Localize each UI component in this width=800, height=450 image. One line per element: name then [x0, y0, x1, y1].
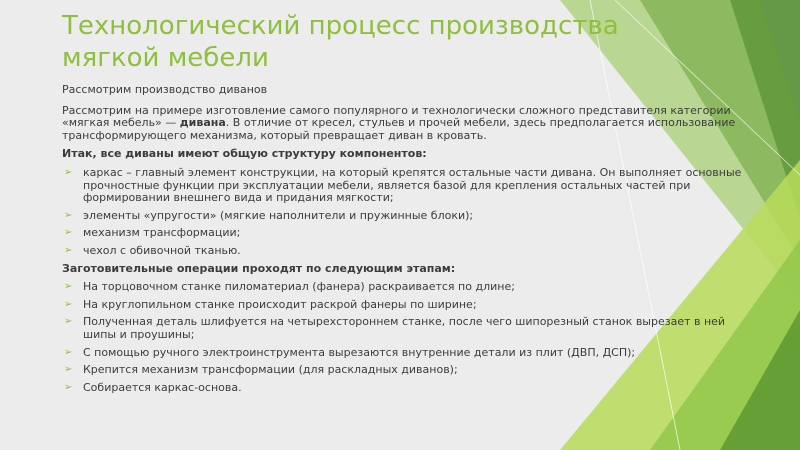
list-item-text: чехол с обивочной тканью. — [83, 243, 241, 257]
intro-text-start: Рассмотрим на примере изготовление самого популярного и технологически сложного представителя категории «мягкая мебель» — — [62, 103, 731, 130]
subtitle: Рассмотрим производство диванов — [62, 83, 268, 96]
slide-body — [62, 84, 752, 399]
list-item-text: каркас – главный элемент конструкции, на который крепятся остальные части дивана. Он выполняет основные прочностные функции при эксплуатации мебели, является базой для крепления остальных частей при формировании внешнего вида и придания мягкости; — [83, 165, 742, 205]
list-item-text: Полученная деталь шлифуется на четырехстороннем станке, после чего шипорезный станок вырезает в ней шипы и проушины; — [83, 315, 726, 341]
arrow-bullet-icon: ➢ — [64, 227, 73, 239]
intro-paragraph — [62, 105, 752, 143]
list-item — [62, 299, 752, 312]
list-item — [62, 316, 752, 341]
arrow-bullet-icon: ➢ — [64, 281, 73, 293]
arrow-bullet-icon: ➢ — [64, 346, 73, 358]
operations-heading: Заготовительные операции проходят по следующим этапам: — [62, 261, 456, 275]
list-item — [62, 382, 752, 395]
components-heading: Итак, все диваны имеют общую структуру компонентов: — [62, 147, 427, 161]
arrow-bullet-icon: ➢ — [64, 381, 73, 393]
arrow-bullet-icon: ➢ — [64, 316, 73, 328]
intro-bold-word: дивана — [179, 116, 226, 130]
intro-text-end: . В отличие от кресел, стульев и прочей мебели, здесь предполагается использование трансформирующего механизма, который превращает диван в кровать. — [62, 116, 736, 142]
list-item-text: механизм трансформации; — [83, 226, 241, 240]
arrow-bullet-icon: ➢ — [64, 244, 73, 256]
operations-list — [62, 281, 752, 394]
list-item — [62, 167, 752, 205]
list-item — [62, 281, 752, 294]
list-item — [62, 347, 752, 360]
list-item — [62, 210, 752, 223]
arrow-bullet-icon: ➢ — [64, 209, 73, 221]
list-item — [62, 227, 752, 240]
list-item-text: На круглопильном станке происходит раскрой фанеры по ширине; — [83, 297, 477, 311]
list-item-text: С помощью ручного электроинструмента вырезаются внутренние детали из плит (ДВП, ДСП); — [83, 345, 636, 359]
arrow-bullet-icon: ➢ — [64, 166, 73, 178]
list-item-text: Собирается каркас-основа. — [83, 380, 242, 394]
arrow-bullet-icon: ➢ — [64, 364, 73, 376]
list-item — [62, 364, 752, 377]
list-item-text: Крепится механизм трансформации (для раскладных диванов); — [83, 363, 458, 377]
list-item-text: элементы «упругости» (мягкие наполнители и пружинные блоки); — [83, 208, 474, 222]
slide-title: Технологический процесс производства мягкой мебели — [62, 11, 619, 73]
list-item-text: На торцовочном станке пиломатериал (фанера) раскраивается по длине; — [83, 280, 515, 294]
list-item — [62, 245, 752, 258]
arrow-bullet-icon: ➢ — [64, 298, 73, 310]
components-list — [62, 167, 752, 258]
